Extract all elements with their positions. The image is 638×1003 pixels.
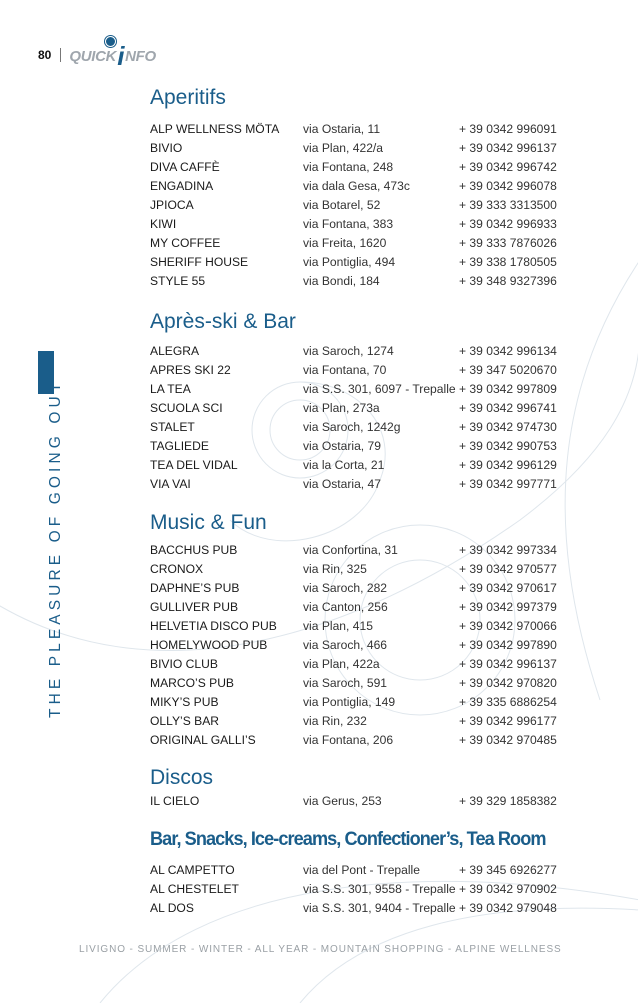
- venue-name: AL DOS: [150, 901, 194, 915]
- venue-address: via Rin, 232: [303, 714, 367, 728]
- venue-address: via Plan, 422/a: [303, 141, 384, 155]
- venue-name: AL CHESTELET: [150, 882, 239, 896]
- venue-phone: + 39 0342 996137: [459, 657, 557, 671]
- logo-text-left: QUICK: [69, 48, 117, 65]
- venue-address: via Saroch, 1242g: [303, 420, 401, 434]
- venue-address: via Saroch, 466: [303, 638, 388, 652]
- venue-name: BIVIO: [150, 141, 183, 155]
- section-title-aperitifs: Aperitifs: [150, 86, 226, 109]
- venue-address: via Confortina, 31: [303, 543, 398, 557]
- list-item: [150, 158, 570, 177]
- venue-address: via S.S. 301, 9404 - Trepalle: [303, 901, 456, 915]
- venue-address: via Fontana, 206: [303, 733, 394, 747]
- venue-address: via Plan, 415: [303, 619, 373, 633]
- list-item: [150, 712, 570, 731]
- list-item: [150, 598, 570, 617]
- venue-name: APRES SKI 22: [150, 363, 231, 377]
- list-item: [150, 418, 570, 437]
- venue-address: via Botarel, 52: [303, 198, 381, 212]
- venue-phone: + 39 0342 970485: [459, 733, 557, 747]
- venue-name: CRONOX: [150, 562, 204, 576]
- list-item: [150, 380, 570, 399]
- venue-phone: + 39 329 1858382: [459, 794, 557, 808]
- venue-address: via Fontana, 248: [303, 160, 394, 174]
- venue-address: via Fontana, 383: [303, 217, 394, 231]
- venue-phone: + 39 0342 970902: [459, 882, 557, 896]
- venue-address: via Plan, 273a: [303, 401, 380, 415]
- venue-name: STALET: [150, 420, 195, 434]
- venue-address: via Fontana, 70: [303, 363, 387, 377]
- venue-name: MY COFFEE: [150, 236, 221, 250]
- list-item: [150, 861, 570, 880]
- list-discos: [150, 792, 570, 811]
- page-header: [38, 40, 156, 70]
- venue-phone: + 39 0342 979048: [459, 901, 557, 915]
- venue-phone: + 39 0342 970820: [459, 676, 557, 690]
- list-item: [150, 272, 570, 291]
- venue-name: ALEGRA: [150, 344, 200, 358]
- venue-phone: + 39 0342 996933: [459, 217, 557, 231]
- logo-info-dot-icon: [105, 36, 116, 47]
- venue-address: via Bondi, 184: [303, 274, 380, 288]
- list-item: [150, 617, 570, 636]
- list-item: [150, 399, 570, 418]
- venue-name: TEA DEL VIDAL: [150, 458, 238, 472]
- venue-name: DAPHNE’S PUB: [150, 581, 240, 595]
- list-item: [150, 693, 570, 712]
- list-item: [150, 120, 570, 139]
- venue-address: via Pontiglia, 149: [303, 695, 396, 709]
- venue-name: ALP WELLNESS MÖTA: [150, 122, 280, 136]
- venue-name: STYLE 55: [150, 274, 206, 288]
- list-bar-snacks: [150, 861, 570, 918]
- list-item: [150, 560, 570, 579]
- page-number: 80: [38, 48, 52, 62]
- list-item: [150, 792, 570, 811]
- list-item: [150, 579, 570, 598]
- venue-phone: + 39 347 5020670: [459, 363, 557, 377]
- list-aperitifs: [150, 120, 570, 291]
- venue-address: via del Pont - Trepalle: [303, 863, 420, 877]
- venue-name: SHERIFF HOUSE: [150, 255, 249, 269]
- venue-phone: + 39 345 6926277: [459, 863, 557, 877]
- venue-phone: + 39 0342 970577: [459, 562, 557, 576]
- venue-phone: + 39 0342 996137: [459, 141, 557, 155]
- list-item: [150, 674, 570, 693]
- list-item: [150, 139, 570, 158]
- venue-address: via la Corta, 21: [303, 458, 385, 472]
- venue-address: via S.S. 301, 6097 - Trepalle: [303, 382, 456, 396]
- list-item: [150, 731, 570, 750]
- list-item: [150, 361, 570, 380]
- venue-name: ORIGINAL GALLI’S: [150, 733, 256, 747]
- list-item: [150, 636, 570, 655]
- venue-phone: + 39 0342 996078: [459, 179, 557, 193]
- section-title-bar-snacks: Bar, Snacks, Ice-creams, Confectioner’s, Tea Room: [150, 828, 546, 850]
- venue-address: via Plan, 422a: [303, 657, 380, 671]
- venue-name: DIVA CAFFÈ: [150, 160, 220, 174]
- venue-phone: + 39 0342 997890: [459, 638, 557, 652]
- venue-phone: + 39 0342 996091: [459, 122, 557, 136]
- venue-name: IL CIELO: [150, 794, 200, 808]
- venue-name: ENGADINA: [150, 179, 214, 193]
- venue-phone: + 39 0342 996129: [459, 458, 557, 472]
- venue-name: JPIOCA: [150, 198, 194, 212]
- venue-address: via Ostaria, 79: [303, 439, 381, 453]
- venue-address: via Gerus, 253: [303, 794, 382, 808]
- venue-phone: + 39 335 6886254: [459, 695, 557, 709]
- venue-phone: + 39 0342 996134: [459, 344, 557, 358]
- list-item: [150, 475, 570, 494]
- venue-address: via Canton, 256: [303, 600, 388, 614]
- logo-text-right: NFO: [125, 48, 156, 65]
- venue-phone: + 39 0342 997809: [459, 382, 557, 396]
- list-item: [150, 342, 570, 361]
- quickinfo-logo: [69, 41, 156, 71]
- venue-name: SCUOLA SCI: [150, 401, 223, 415]
- venue-name: HOMELYWOOD PUB: [150, 638, 268, 652]
- venue-phone: + 39 348 9327396: [459, 274, 557, 288]
- venue-phone: + 39 0342 997771: [459, 477, 557, 491]
- venue-name: VIA VAI: [150, 477, 191, 491]
- venue-address: via Pontiglia, 494: [303, 255, 396, 269]
- venue-phone: + 39 0342 996742: [459, 160, 557, 174]
- venue-phone: + 39 0342 996741: [459, 401, 557, 415]
- venue-phone: + 39 0342 974730: [459, 420, 557, 434]
- logo-letter-i: i: [117, 41, 125, 71]
- venue-phone: + 39 0342 970617: [459, 581, 557, 595]
- list-item: [150, 899, 570, 918]
- venue-phone: + 39 0342 990753: [459, 439, 557, 453]
- page-footer: LIVIGNO - SUMMER - WINTER - ALL YEAR - MOUNTAIN SHOPPING - ALPINE WELLNESS: [79, 944, 562, 955]
- list-item: [150, 177, 570, 196]
- venue-address: via Freita, 1620: [303, 236, 387, 250]
- list-music-fun: [150, 541, 570, 750]
- section-title-music-fun: Music & Fun: [150, 511, 267, 534]
- venue-phone: + 39 0342 997379: [459, 600, 557, 614]
- list-item: [150, 196, 570, 215]
- venue-name: TAGLIEDE: [150, 439, 209, 453]
- venue-name: KIWI: [150, 217, 177, 231]
- venue-name: MARCO’S PUB: [150, 676, 234, 690]
- venue-phone: + 39 333 3313500: [459, 198, 557, 212]
- venue-address: via S.S. 301, 9558 - Trepalle: [303, 882, 456, 896]
- venue-address: via Saroch, 282: [303, 581, 388, 595]
- list-item: [150, 541, 570, 560]
- venue-address: via dala Gesa, 473c: [303, 179, 410, 193]
- venue-name: GULLIVER PUB: [150, 600, 239, 614]
- list-item: [150, 880, 570, 899]
- venue-phone: + 39 338 1780505: [459, 255, 557, 269]
- venue-phone: + 39 0342 996177: [459, 714, 557, 728]
- venue-phone: + 39 0342 970066: [459, 619, 557, 633]
- venue-name: BACCHUS PUB: [150, 543, 238, 557]
- venue-name: LA TEA: [150, 382, 191, 396]
- venue-name: OLLY’S BAR: [150, 714, 220, 728]
- venue-name: HELVETIA DISCO PUB: [150, 619, 277, 633]
- venue-phone: + 39 333 7876026: [459, 236, 557, 250]
- section-title-apres-ski-bar: Après-ski & Bar: [150, 310, 296, 333]
- list-item: [150, 456, 570, 475]
- venue-phone: + 39 0342 997334: [459, 543, 557, 557]
- list-apres-ski-bar: [150, 342, 570, 494]
- list-item: [150, 215, 570, 234]
- list-item: [150, 655, 570, 674]
- venue-address: via Saroch, 1274: [303, 344, 394, 358]
- venue-address: via Saroch, 591: [303, 676, 388, 690]
- venue-address: via Ostaria, 47: [303, 477, 381, 491]
- list-item: [150, 234, 570, 253]
- venue-address: via Rin, 325: [303, 562, 367, 576]
- venue-name: AL CAMPETTO: [150, 863, 235, 877]
- venue-name: MIKY’S PUB: [150, 695, 219, 709]
- list-item: [150, 437, 570, 456]
- list-item: [150, 253, 570, 272]
- venue-address: via Ostaria, 11: [303, 122, 381, 136]
- header-divider: [60, 48, 61, 62]
- side-section-label: THE PLEASURE OF GOING OUT: [47, 378, 64, 718]
- venue-name: BIVIO CLUB: [150, 657, 218, 671]
- section-title-discos: Discos: [150, 766, 214, 789]
